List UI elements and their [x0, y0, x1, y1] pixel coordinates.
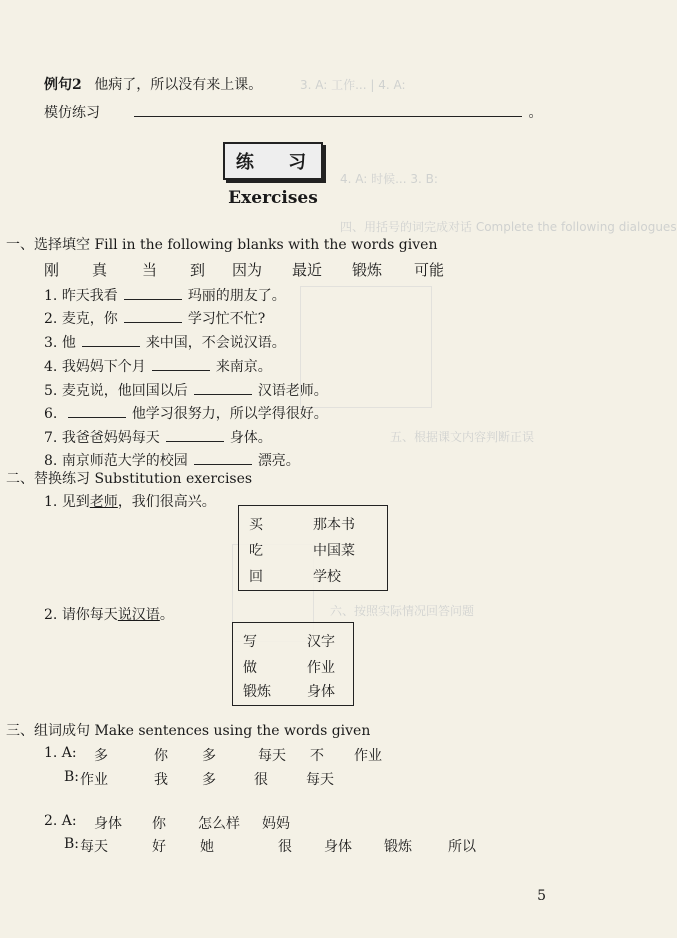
item-before: 麦克，你: [61, 311, 118, 327]
sentence-post: 。: [159, 607, 174, 623]
example-sentence: [44, 76, 262, 94]
fill-blank: [194, 450, 252, 465]
item-after: 学习忙不忙?: [187, 311, 266, 327]
page-number: 5: [537, 888, 546, 904]
imitate-label: 模仿练习: [44, 105, 100, 121]
word-option: 真: [92, 261, 108, 279]
exercises-title: Exercises: [228, 188, 318, 208]
word-option: 锻炼: [352, 261, 383, 279]
item-before: 麦克说，他回国以后: [61, 383, 188, 399]
scrambled-word: 怎么样: [198, 816, 240, 832]
fill-item: [44, 285, 286, 305]
fill-blank: [124, 285, 182, 300]
section-title-box: [223, 142, 323, 180]
sentence-label: B:: [64, 836, 80, 852]
scrambled-word: 她: [200, 839, 214, 855]
item-after: 来南京。: [215, 359, 272, 375]
item-after: 他学习很努力，所以学得很好。: [131, 406, 328, 422]
item-number: 1.: [44, 288, 58, 304]
fill-blank: [152, 356, 210, 371]
fill-blank: [82, 332, 140, 347]
fill-item: [44, 380, 328, 400]
item-number: 3.: [44, 335, 58, 351]
sub-verb: 回: [249, 569, 263, 585]
sub-object: 身体: [307, 684, 335, 700]
sub-object: 中国菜: [313, 543, 355, 559]
word-option: 当: [142, 261, 158, 279]
item-number: 1.: [44, 494, 58, 510]
substitution-box-1: [238, 505, 388, 591]
word-option: 刚: [44, 261, 60, 279]
scrambled-word: 好: [152, 839, 166, 855]
scrambled-word: 很: [254, 772, 268, 788]
scrambled-word: 锻炼: [384, 839, 412, 855]
bleed-through: 四、用括号的词完成对话 Complete the following dialogues: [340, 220, 677, 234]
fill-blank: [68, 403, 126, 418]
scrambled-word: 身体: [94, 816, 122, 832]
bleed-through: 3. A: 工作... | 4. A:: [300, 78, 406, 92]
scrambled-word: 很: [278, 839, 292, 855]
item-before: 我爸爸妈妈每天: [61, 430, 160, 446]
word-option: 因为: [232, 261, 263, 279]
fill-item: [44, 450, 300, 470]
sentence-pre: 见到: [61, 494, 90, 510]
substitution-sentence-1: [44, 493, 216, 511]
scrambled-word: 多: [94, 748, 108, 764]
imitate-end: 。: [528, 105, 543, 121]
part3-heading: 三、组词成句 Make sentences using the words given: [6, 723, 371, 739]
example-text: 他病了，所以没有来上课。: [94, 77, 263, 93]
item-number: 2.: [44, 607, 58, 623]
sub-verb: 写: [243, 634, 257, 650]
item-after: 玛丽的朋友了。: [187, 288, 286, 304]
scrambled-word: 妈妈: [262, 816, 290, 832]
example-label: 例句2: [44, 77, 82, 93]
sub-verb: 买: [249, 517, 263, 533]
sub-object: 那本书: [313, 517, 355, 533]
sentence-label: 2. A:: [44, 813, 77, 829]
substitution-sentence-2: [44, 606, 174, 624]
sentence-post: ，我们很高兴。: [117, 494, 216, 510]
section-title: 练 习: [235, 152, 321, 173]
sentence-pre: 请你每天: [61, 607, 118, 623]
sentence-label: 1. A:: [44, 745, 77, 761]
scrambled-word: 不: [310, 748, 324, 764]
part2-heading: 二、替换练习 Substitution exercises: [6, 471, 253, 487]
scrambled-word: 每天: [80, 839, 108, 855]
item-number: 6.: [44, 406, 58, 422]
sub-object: 学校: [313, 569, 341, 585]
scrambled-word: 每天: [306, 772, 334, 788]
scrambled-word: 作业: [354, 748, 382, 764]
bleed-through: 4. A: 时候... 3. B:: [340, 172, 438, 186]
sub-verb: 做: [243, 660, 257, 676]
item-before: 南京师范大学的校园: [61, 453, 188, 469]
scrambled-word: 多: [202, 748, 216, 764]
bleed-through: 五、根据课文内容判断正误: [390, 430, 535, 444]
fill-blank: [166, 427, 224, 442]
fill-item: [44, 427, 272, 447]
item-number: 2.: [44, 311, 58, 327]
fill-item: [44, 308, 265, 328]
scrambled-word: 所以: [448, 839, 476, 855]
item-after: 身体。: [229, 430, 272, 446]
scrambled-word: 每天: [258, 748, 286, 764]
part1-heading: 一、选择填空 Fill in the following blanks with the words given: [6, 237, 438, 253]
sub-verb: 吃: [249, 543, 263, 559]
substitution-target: 老师: [89, 494, 118, 510]
imitate-blank: [134, 102, 522, 117]
item-after: 漂亮。: [257, 453, 300, 469]
bleed-through: 六、按照实际情况回答问题: [330, 604, 475, 618]
scrambled-word: 作业: [80, 772, 108, 788]
scrambled-word: 我: [154, 772, 168, 788]
fill-blank: [194, 380, 252, 395]
item-before: 昨天我看: [61, 288, 118, 304]
item-number: 5.: [44, 383, 58, 399]
item-number: 8.: [44, 453, 58, 469]
scrambled-word: 身体: [324, 839, 352, 855]
sub-object: 汉字: [307, 634, 335, 650]
fill-item: [44, 356, 272, 376]
word-option: 可能: [414, 261, 445, 279]
fill-item: [44, 403, 328, 423]
fill-item: [44, 332, 286, 352]
substitution-target: 说汉语: [117, 607, 160, 623]
sub-verb: 锻炼: [243, 684, 271, 700]
word-option: 最近: [292, 261, 323, 279]
imitate-line: [44, 102, 542, 122]
item-after: 来中国，不会说汉语。: [145, 335, 286, 351]
scrambled-word: 你: [152, 816, 166, 832]
word-option: 到: [190, 261, 206, 279]
sub-object: 作业: [307, 660, 335, 676]
item-before: 我妈妈下个月: [61, 359, 146, 375]
fill-blank: [124, 308, 182, 323]
sentence-label: B:: [64, 769, 80, 785]
substitution-box-2: [232, 622, 354, 706]
item-number: 4.: [44, 359, 58, 375]
item-number: 7.: [44, 430, 58, 446]
scrambled-word: 你: [154, 748, 168, 764]
scrambled-word: 多: [202, 772, 216, 788]
item-before: 他: [61, 335, 76, 351]
item-after: 汉语老师。: [257, 383, 328, 399]
